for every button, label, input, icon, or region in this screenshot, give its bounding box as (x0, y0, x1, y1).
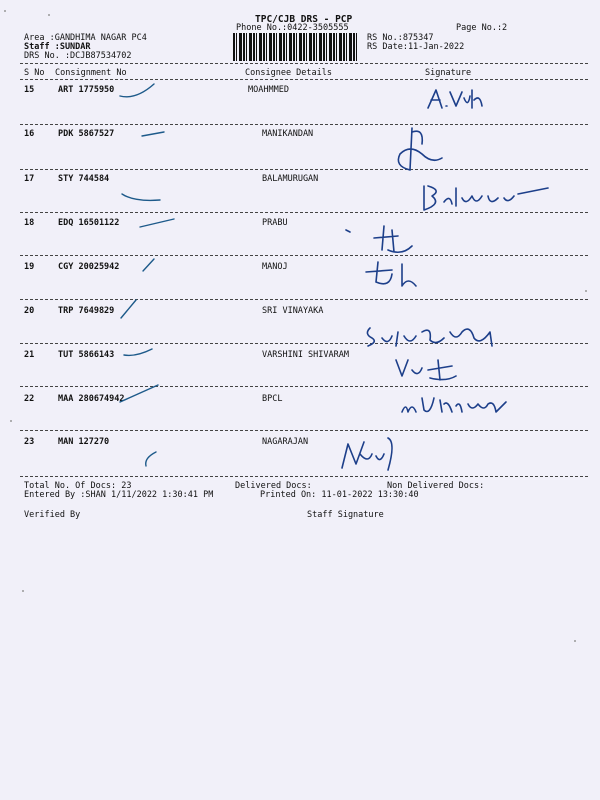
printed-on: Printed On: 11-01-2022 13:30:40 (260, 490, 419, 500)
signature-image (392, 356, 462, 384)
non-delivered-docs: Non Delivered Docs: (387, 481, 485, 491)
drs-number: DRS No. :DCJB87534702 (24, 51, 132, 61)
row-divider (20, 169, 588, 170)
row-sno: 15 (24, 85, 35, 95)
divider (20, 476, 588, 477)
row-consignee: VARSHINI SHIVARAM (262, 350, 349, 360)
row-sno: 17 (24, 174, 35, 184)
checkmark-icon (140, 257, 158, 275)
scan-speck (22, 590, 24, 592)
total-docs: Total No. Of Docs: 23 (24, 481, 132, 491)
area-label: Area :GANDHIMA NAGAR PC4 (24, 33, 147, 43)
row-consignment: TUT 5866143 (58, 350, 115, 360)
delivered-docs: Delivered Docs: (235, 481, 312, 491)
scan-speck (574, 640, 576, 642)
row-consignment: STY 744584 (58, 174, 110, 184)
divider (20, 63, 588, 64)
document-title: TPC/CJB DRS - PCP (255, 14, 353, 25)
signature-image (418, 180, 553, 216)
staff-signature-label: Staff Signature (307, 510, 384, 520)
signature-image (362, 258, 442, 292)
scan-speck (4, 10, 6, 12)
row-consignee: PRABU (262, 218, 288, 228)
row-consignee: MOAHMMED (248, 85, 289, 95)
row-sno: 18 (24, 218, 35, 228)
row-consignee: BALAMURUGAN (262, 174, 319, 184)
checkmark-icon (140, 128, 170, 140)
row-sno: 20 (24, 306, 35, 316)
row-consignment: CGY 20025942 (58, 262, 120, 272)
row-divider (20, 343, 588, 344)
signature-image (398, 390, 510, 420)
row-divider (20, 299, 588, 300)
divider (20, 79, 588, 80)
row-sno: 16 (24, 129, 35, 139)
entered-by: Entered By :SHAN 1/11/2022 1:30:41 PM (24, 490, 214, 500)
row-divider (20, 430, 588, 431)
row-consignment: TRP 7649829 (58, 306, 115, 316)
row-consignee: SRI VINAYAKA (262, 306, 324, 316)
checkmark-icon (120, 184, 165, 206)
row-divider (20, 255, 588, 256)
row-sno: 23 (24, 437, 35, 447)
col-header-signature: Signature (425, 68, 472, 78)
col-header-sno: S No (24, 68, 45, 78)
row-consignee: NAGARAJAN (262, 437, 309, 447)
rs-date: RS Date:11-Jan-2022 (367, 42, 465, 52)
rs-number: RS No.:875347 (367, 33, 434, 43)
row-consignment: MAN 127270 (58, 437, 110, 447)
signature-image (362, 322, 502, 352)
verified-by-label: Verified By (24, 510, 81, 520)
barcode (233, 33, 358, 61)
row-consignee: MANOJ (262, 262, 288, 272)
checkmark-icon (140, 450, 160, 468)
row-sno: 22 (24, 394, 35, 404)
row-divider (20, 386, 588, 387)
col-header-consignment: Consignment No (55, 68, 127, 78)
row-consignee: MANIKANDAN (262, 129, 314, 139)
col-header-consignee: Consignee Details (245, 68, 332, 78)
row-consignee: BPCL (262, 394, 283, 404)
row-consignment: ART 1775950 (58, 85, 115, 95)
row-sno: 21 (24, 350, 35, 360)
checkmark-icon (138, 215, 178, 229)
row-sno: 19 (24, 262, 35, 272)
page-number: Page No.:2 (456, 23, 508, 33)
signature-image (338, 434, 400, 474)
row-consignment: MAA 280674942 (58, 394, 125, 404)
scan-speck (585, 290, 587, 292)
signature-image (340, 222, 414, 258)
row-consignment: PDK 5867527 (58, 129, 115, 139)
scan-speck (10, 420, 12, 422)
checkmark-icon (122, 345, 157, 359)
scan-speck (48, 14, 50, 16)
row-divider (20, 124, 588, 125)
checkmark-icon (118, 382, 163, 406)
signature-image (392, 124, 446, 178)
signature-image (424, 86, 484, 114)
row-consignment: EDQ 16501122 (58, 218, 120, 228)
staff-label: Staff :SUNDAR (24, 42, 91, 52)
checkmark-icon (118, 80, 158, 104)
checkmark-icon (118, 298, 140, 322)
phone-number: Phone No.:0422-3505555 (236, 23, 349, 33)
